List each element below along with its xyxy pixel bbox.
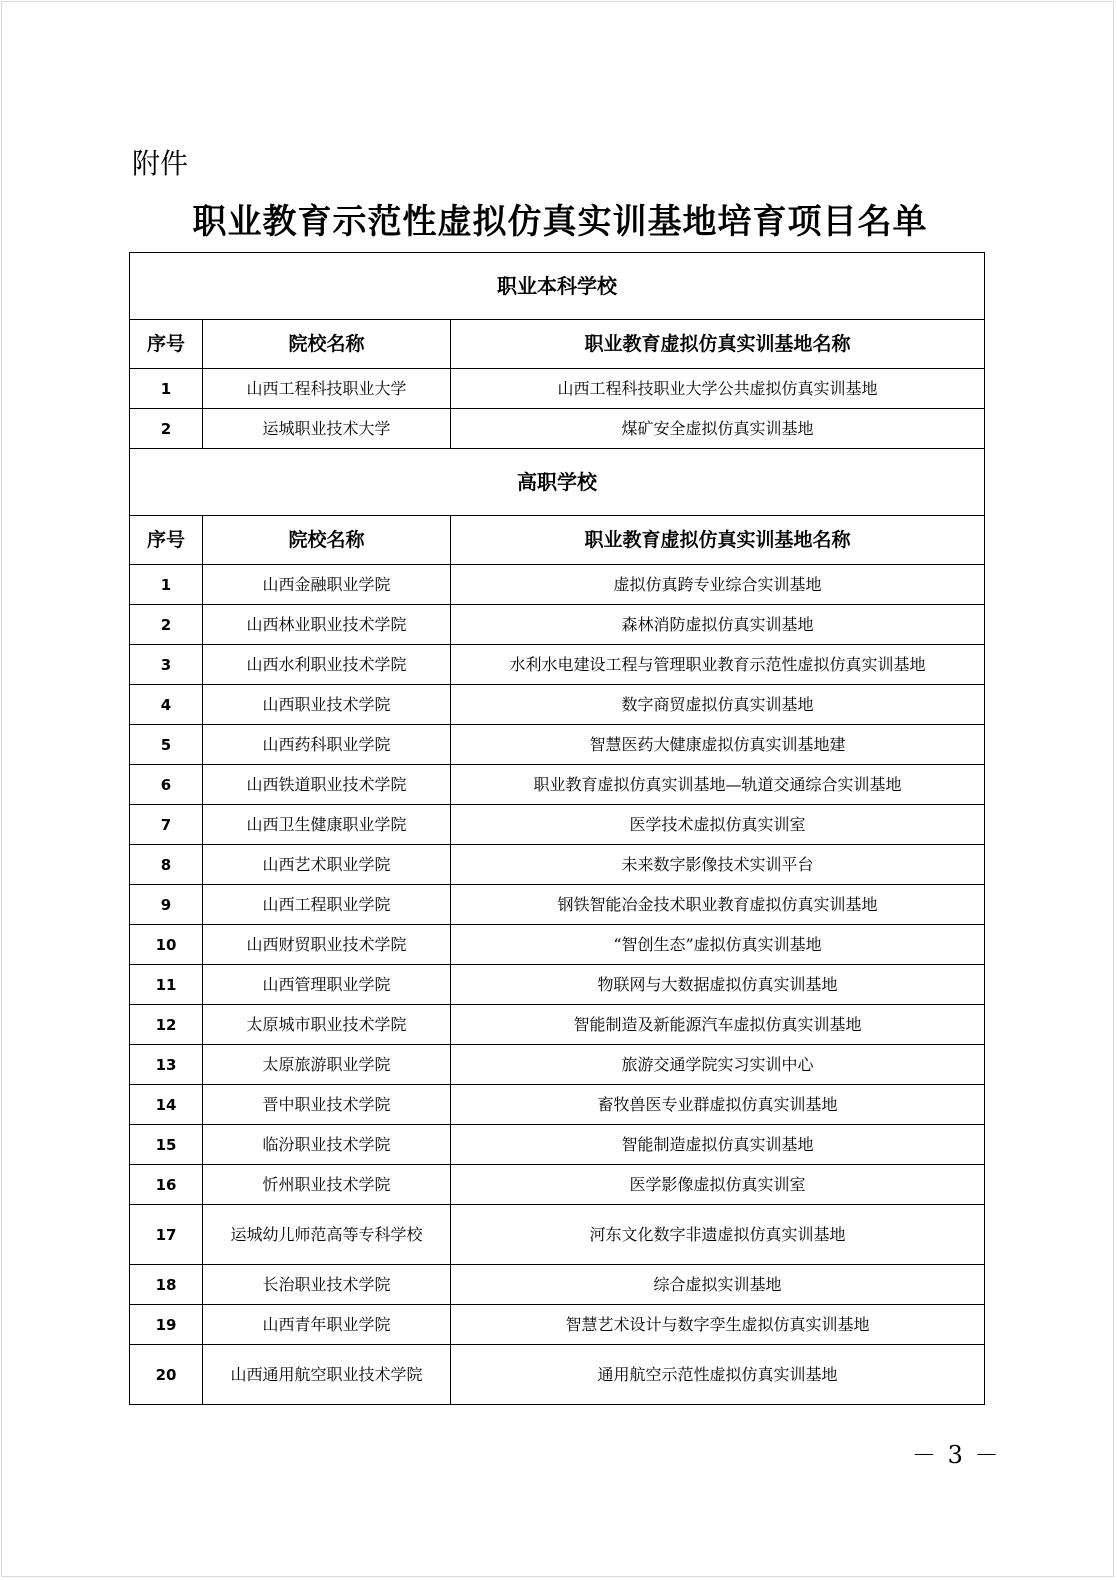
table-row: [130, 925, 985, 965]
school-name-cell: 山西水利职业技术学院: [203, 645, 451, 685]
base-name-cell: 智能制造虚拟仿真实训基地: [451, 1125, 985, 1165]
seq-cell: 1: [130, 565, 203, 605]
section-title: 高职学校: [130, 449, 985, 516]
seq-cell: 4: [130, 685, 203, 725]
base-name-cell: 医学技术虚拟仿真实训室: [451, 805, 985, 845]
table-row: [130, 845, 985, 885]
base-name-cell: 钢铁智能冶金技术职业教育虚拟仿真实训基地: [451, 885, 985, 925]
school-name-cell: 忻州职业技术学院: [203, 1165, 451, 1205]
base-name-cell: 煤矿安全虚拟仿真实训基地: [451, 409, 985, 449]
table-row: [130, 805, 985, 845]
school-name-cell: 山西青年职业学院: [203, 1305, 451, 1345]
base-name-cell: 山西工程科技职业大学公共虚拟仿真实训基地: [451, 369, 985, 409]
school-name-cell: 山西金融职业学院: [203, 565, 451, 605]
base-name-cell: 物联网与大数据虚拟仿真实训基地: [451, 965, 985, 1005]
school-name-cell: 山西铁道职业技术学院: [203, 765, 451, 805]
base-name-cell: 虚拟仿真跨专业综合实训基地: [451, 565, 985, 605]
column-header-school: 院校名称: [203, 320, 451, 369]
table-row: [130, 1125, 985, 1165]
table-row: [130, 645, 985, 685]
table-row: [130, 409, 985, 449]
project-list-table: [129, 252, 985, 1405]
school-name-cell: 山西工程科技职业大学: [203, 369, 451, 409]
table-row: [130, 1085, 985, 1125]
school-name-cell: 山西管理职业学院: [203, 965, 451, 1005]
school-name-cell: 山西职业技术学院: [203, 685, 451, 725]
page-title: 职业教育示范性虚拟仿真实训基地培育项目名单: [192, 202, 928, 242]
table-row: [130, 1265, 985, 1305]
seq-cell: 8: [130, 845, 203, 885]
seq-cell: 17: [130, 1205, 203, 1265]
seq-cell: 10: [130, 925, 203, 965]
table-row: [130, 965, 985, 1005]
seq-cell: 2: [130, 605, 203, 645]
school-name-cell: 山西财贸职业技术学院: [203, 925, 451, 965]
seq-cell: 5: [130, 725, 203, 765]
school-name-cell: 山西工程职业学院: [203, 885, 451, 925]
base-name-cell: 智慧艺术设计与数字孪生虚拟仿真实训基地: [451, 1305, 985, 1345]
base-name-cell: “智创生态”虚拟仿真实训基地: [451, 925, 985, 965]
seq-cell: 14: [130, 1085, 203, 1125]
seq-cell: 6: [130, 765, 203, 805]
base-name-cell: 旅游交通学院实习实训中心: [451, 1045, 985, 1085]
seq-cell: 12: [130, 1005, 203, 1045]
base-name-cell: 智能制造及新能源汽车虚拟仿真实训基地: [451, 1005, 985, 1045]
base-name-cell: 河东文化数字非遗虚拟仿真实训基地: [451, 1205, 985, 1265]
school-name-cell: 运城幼儿师范高等专科学校: [203, 1205, 451, 1265]
seq-cell: 9: [130, 885, 203, 925]
seq-cell: 7: [130, 805, 203, 845]
school-name-cell: 太原旅游职业学院: [203, 1045, 451, 1085]
base-name-cell: 水利水电建设工程与管理职业教育示范性虚拟仿真实训基地: [451, 645, 985, 685]
table-row: [130, 885, 985, 925]
header-row: [130, 320, 985, 369]
base-name-cell: 数字商贸虚拟仿真实训基地: [451, 685, 985, 725]
school-name-cell: 山西通用航空职业技术学院: [203, 1345, 451, 1405]
table-row: [130, 1005, 985, 1045]
header-row: [130, 516, 985, 565]
base-name-cell: 畜牧兽医专业群虚拟仿真实训基地: [451, 1085, 985, 1125]
school-name-cell: 晋中职业技术学院: [203, 1085, 451, 1125]
seq-cell: 19: [130, 1305, 203, 1345]
school-name-cell: 太原城市职业技术学院: [203, 1005, 451, 1045]
base-name-cell: 未来数字影像技术实训平台: [451, 845, 985, 885]
table-row: [130, 725, 985, 765]
school-name-cell: 临汾职业技术学院: [203, 1125, 451, 1165]
section-row: [130, 449, 985, 516]
school-name-cell: 山西卫生健康职业学院: [203, 805, 451, 845]
seq-cell: 11: [130, 965, 203, 1005]
column-header-base: 职业教育虚拟仿真实训基地名称: [451, 516, 985, 565]
section-title: 职业本科学校: [130, 253, 985, 320]
table-row: [130, 1165, 985, 1205]
seq-cell: 16: [130, 1165, 203, 1205]
school-name-cell: 山西药科职业学院: [203, 725, 451, 765]
table-row: [130, 765, 985, 805]
column-header-school: 院校名称: [203, 516, 451, 565]
base-name-cell: 通用航空示范性虚拟仿真实训基地: [451, 1345, 985, 1405]
school-name-cell: 运城职业技术大学: [203, 409, 451, 449]
page-number: － 3 －: [912, 1441, 1001, 1469]
table-row: [130, 605, 985, 645]
seq-cell: 15: [130, 1125, 203, 1165]
table-row: [130, 1045, 985, 1085]
table-row: [130, 1345, 985, 1405]
school-name-cell: 长治职业技术学院: [203, 1265, 451, 1305]
seq-cell: 18: [130, 1265, 203, 1305]
section-row: [130, 253, 985, 320]
seq-cell: 1: [130, 369, 203, 409]
attachment-label: 附件: [132, 147, 189, 180]
table-row: [130, 369, 985, 409]
table-row: [130, 1305, 985, 1345]
table-row: [130, 1205, 985, 1265]
base-name-cell: 综合虚拟实训基地: [451, 1265, 985, 1305]
base-name-cell: 职业教育虚拟仿真实训基地—轨道交通综合实训基地: [451, 765, 985, 805]
seq-cell: 2: [130, 409, 203, 449]
seq-cell: 13: [130, 1045, 203, 1085]
column-header-seq: 序号: [130, 320, 203, 369]
base-name-cell: 医学影像虚拟仿真实训室: [451, 1165, 985, 1205]
seq-cell: 3: [130, 645, 203, 685]
seq-cell: 20: [130, 1345, 203, 1405]
base-name-cell: 森林消防虚拟仿真实训基地: [451, 605, 985, 645]
table-row: [130, 565, 985, 605]
column-header-base: 职业教育虚拟仿真实训基地名称: [451, 320, 985, 369]
table-row: [130, 685, 985, 725]
column-header-seq: 序号: [130, 516, 203, 565]
base-name-cell: 智慧医药大健康虚拟仿真实训基地建: [451, 725, 985, 765]
school-name-cell: 山西林业职业技术学院: [203, 605, 451, 645]
school-name-cell: 山西艺术职业学院: [203, 845, 451, 885]
